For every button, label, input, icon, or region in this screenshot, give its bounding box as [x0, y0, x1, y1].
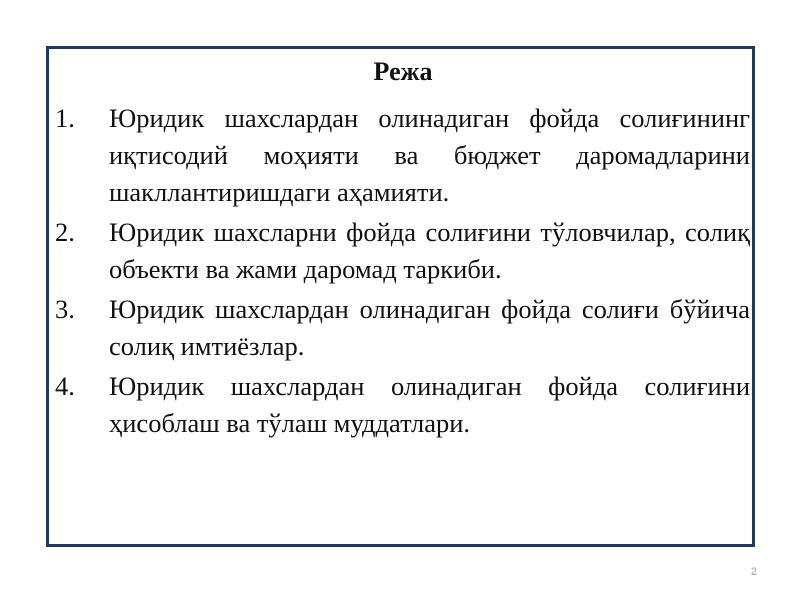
item-text: Юридик шахсларни фойда солиғини тўловчилар, солиқ объекти ва жами даромад таркиби.	[109, 217, 750, 284]
item-number: 3.	[55, 294, 75, 324]
item-number: 2.	[55, 217, 75, 247]
item-number: 1.	[55, 103, 75, 133]
item-text: Юридик шахслардан олинадиган фойда солиғини ҳисоблаш ва тўлаш муддатлари.	[109, 371, 750, 438]
slide-title: Режа	[373, 57, 433, 86]
plan-list	[52, 100, 750, 445]
plan-item-1	[52, 100, 750, 211]
plan-item-4	[52, 368, 750, 442]
plan-item-3	[52, 291, 750, 365]
item-text: Юридик шахслардан олинадиган фойда солиғининг иқтисодий моҳияти ва бюджет даромадларини шакллантиришдаги аҳамияти.	[109, 103, 750, 207]
page-number: 2	[750, 566, 757, 578]
plan-item-2	[52, 214, 750, 288]
item-number: 4.	[55, 371, 75, 401]
item-text: Юридик шахслардан олинадиган фойда солиғи бўйича солиқ имтиёзлар.	[109, 294, 750, 361]
